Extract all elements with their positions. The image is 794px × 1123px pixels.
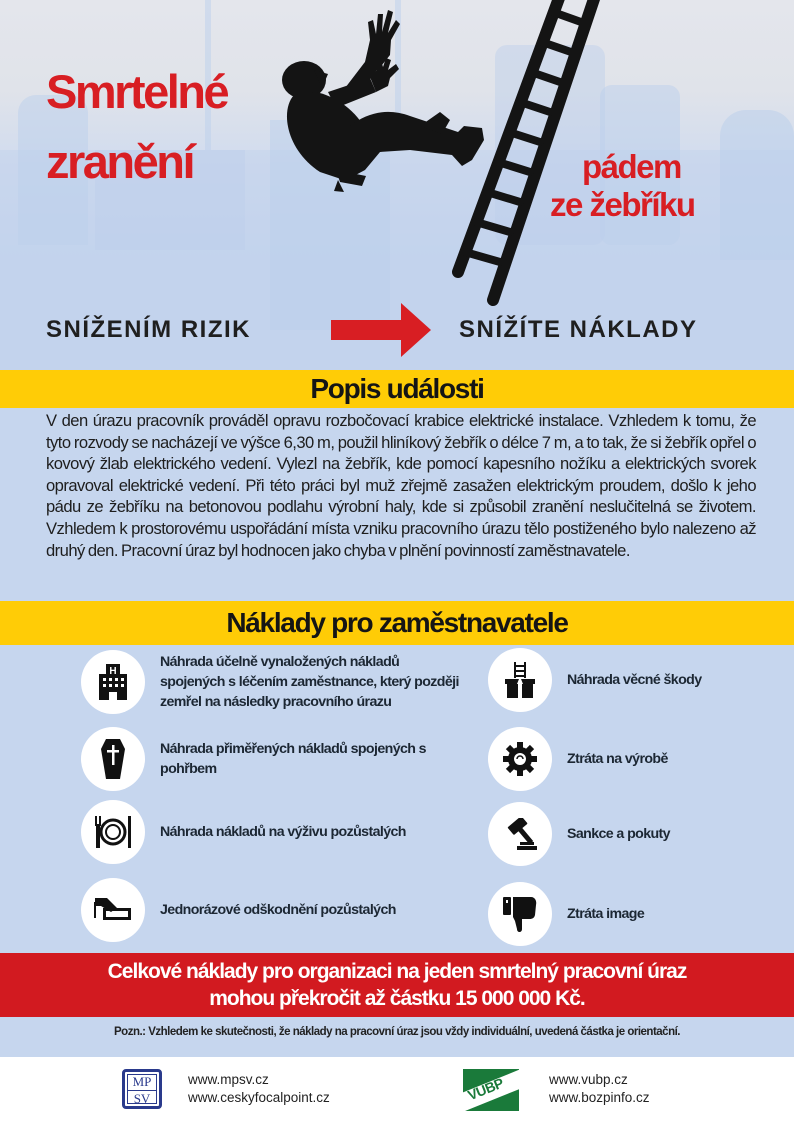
focalpoint-link[interactable]: www.ceskyfocalpoint.cz — [188, 1090, 330, 1105]
cost-item-treatment — [81, 650, 460, 714]
banner-line-2: mohou překročit až částku 15 000 000 Kč. — [209, 987, 585, 1010]
footer — [0, 1057, 794, 1123]
cost-item-property-damage — [488, 648, 747, 712]
vubp-logo — [463, 1069, 519, 1111]
cost-item-label: Jednorázové odškodnění pozůstalých — [160, 902, 396, 918]
cost-item-sanctions — [488, 802, 747, 866]
section-title: Náklady pro zaměstnavatele — [226, 607, 568, 638]
arrow-right-icon — [331, 303, 431, 357]
svg-text:H: H — [109, 666, 117, 677]
section-header-naklady — [0, 601, 794, 645]
poster-subtitle — [550, 148, 695, 224]
coffin-icon — [81, 727, 145, 791]
total-cost-banner — [0, 953, 794, 1017]
broken-box-ladder-icon — [488, 648, 552, 712]
hand-money-icon — [81, 878, 145, 942]
gear-icon — [488, 727, 552, 791]
section-header-popis — [0, 370, 794, 408]
title-line-2: zranění — [46, 135, 194, 188]
cost-item-label: Ztráta image — [567, 906, 645, 922]
slogan-left: SNÍŽENÍM RIZIK — [46, 316, 251, 343]
cost-item-production-loss — [488, 727, 747, 791]
subtitle-line-1: pádem — [582, 148, 681, 185]
bozpinfo-link[interactable]: www.bozpinfo.cz — [549, 1090, 650, 1105]
banner-line-1: Celkové náklady pro organizaci na jeden smrtelný pracovní úraz — [107, 960, 687, 983]
cost-item-label: Náhrada přiměřených nákladů spojených s pohřbem — [160, 741, 426, 777]
gavel-icon — [488, 802, 552, 866]
cost-item-label: Ztráta na výrobě — [567, 751, 668, 767]
vubp-link[interactable]: www.vubp.cz — [549, 1072, 628, 1087]
mpsv-logo — [122, 1069, 162, 1109]
thumbs-down-icon — [488, 882, 552, 946]
mpsv-logo-line-2: SV — [133, 1091, 151, 1106]
plate-cutlery-icon — [81, 800, 145, 864]
cost-item-compensation — [81, 878, 460, 942]
subtitle-line-2: ze žebříku — [550, 186, 695, 223]
section-title: Popis události — [310, 373, 484, 404]
cost-item-funeral — [81, 727, 460, 791]
slogan-right: SNÍŽÍTE NÁKLADY — [459, 316, 698, 343]
mpsv-link[interactable]: www.mpsv.cz — [188, 1072, 269, 1087]
event-description: V den úrazu pracovník prováděl opravu rozbočovací krabice elektrické instalace. Vzhledem k tomu, že tyto rozvody se nacházejí ve výšce 6,30 m, použil hliníkový žebřík o délce 7 m, a to tak, že si žebřík opřel o kovový žlab elektrického vedení. Vylezl na žebřík, kde pomocí kapesního nožíku a elektrických svorek opravoval elektrické vedení. Při této práci byl muž zřejmě zasažen elektrickým proudem, došlo k jeho pádu ze žebříku na betonovou podlahu výrobní haly, kde si způsobil zranění neslučitelná se životem. Vzhledem k prostorovému uspořádání místa vzniku pracovního úrazu tělo postiženého bylo nalezeno až druhý den. Pracovní úraz byl hodnocen jako chyba v plnění povinností zaměstnavatele. — [46, 411, 756, 560]
vubp-logo-text: VÚBP — [465, 1074, 506, 1104]
footnote: Pozn.: Vzhledem ke skutečnosti, že náklady na pracovní úraz jsou vždy individuální, uvedená částka je orientační. — [114, 1026, 680, 1038]
hero-illustration — [0, 0, 794, 370]
cost-item-image-loss — [488, 882, 747, 946]
cost-item-label: Náhrada věcné škody — [567, 672, 702, 688]
poster-title — [46, 65, 228, 188]
cost-item-label: Náhrada účelně vynaložených nákladů spojených s léčením zaměstnance, který později zemřel na následky pracovního úrazu — [160, 654, 459, 710]
mpsv-logo-line-1: MP — [132, 1074, 152, 1089]
cost-item-label: Náhrada nákladů na výživu pozůstalých — [160, 824, 406, 840]
title-line-1: Smrtelné — [46, 65, 228, 118]
hospital-icon — [81, 650, 145, 714]
cost-item-maintenance — [81, 800, 460, 864]
cost-item-label: Sankce a pokuty — [567, 826, 670, 842]
